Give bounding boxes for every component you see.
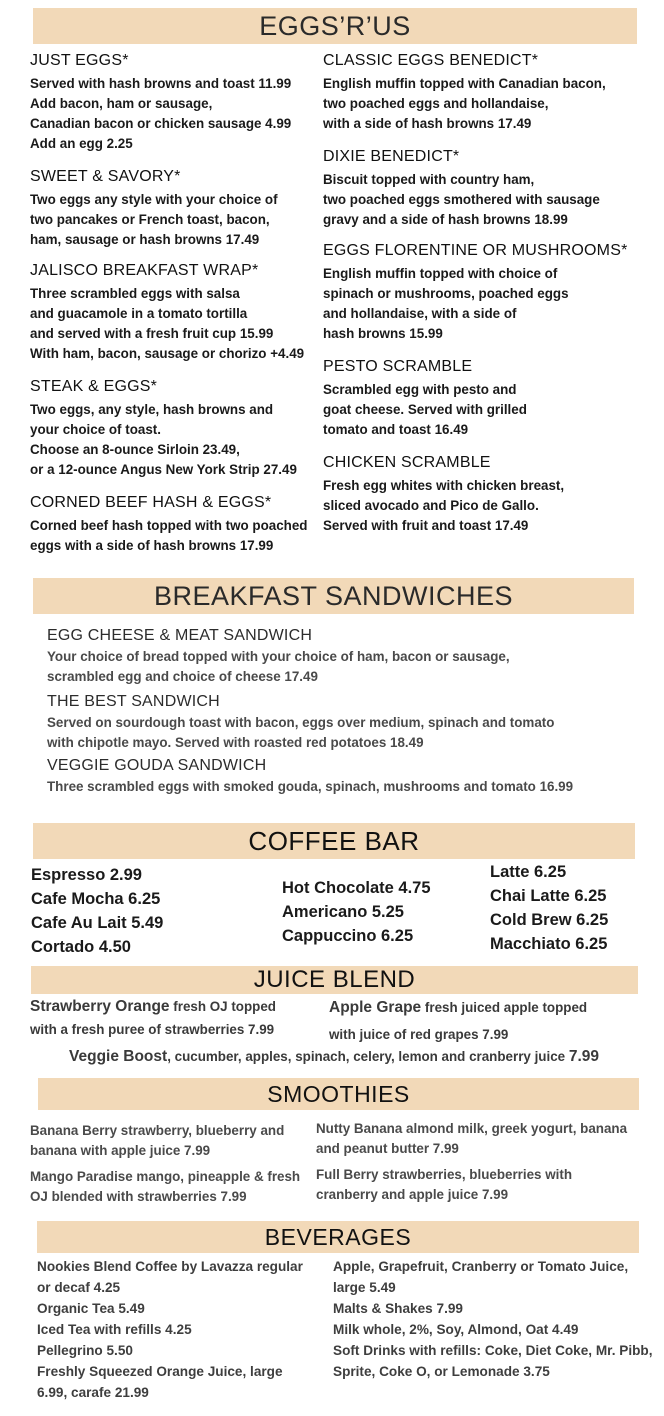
menu-item-description [47, 647, 647, 687]
menu-item-description [47, 777, 647, 797]
smoothie-line: OJ blended with strawberries 7.99 [30, 1189, 247, 1204]
menu-item-line: Canadian bacon or chicken sausage 4.99 [30, 116, 292, 131]
menu-line: Freshly Squeezed Orange Juice, large [37, 1364, 283, 1379]
smoothie-item [30, 1121, 300, 1161]
menu-line: or decaf 4.25 [37, 1280, 121, 1295]
menu-item [323, 454, 643, 536]
smoothie-line: Nutty Banana almond milk, greek yogurt, banana [316, 1121, 628, 1136]
menu-item-description [323, 264, 643, 344]
menu-line: Cold Brew 6.25 [490, 911, 609, 929]
menu-item-line: two pancakes or French toast, bacon, [30, 212, 270, 227]
menu-line: Iced Tea with refills 4.25 [37, 1322, 192, 1337]
menu-line: Espresso 2.99 [31, 866, 142, 884]
menu-line: large 5.49 [333, 1280, 396, 1295]
menu-item-title: SWEET & SAVORY* [30, 168, 181, 185]
menu-item [323, 358, 643, 440]
menu-item-line: and guacamole in a tomato tortilla [30, 306, 248, 321]
menu-item [30, 494, 320, 556]
menu-item-line: goat cheese. Served with grilled [323, 402, 527, 417]
eggs-left-column [30, 52, 320, 556]
menu-item-line: and hollandaise, with a side of [323, 306, 517, 321]
menu-item-line: Three scrambled eggs with salsa [30, 286, 240, 301]
menu-item-line: your choice of toast. [30, 422, 161, 437]
juice-strawberry-orange [30, 996, 276, 1018]
menu-item-title: EGG CHEESE & MEAT SANDWICH [47, 627, 313, 644]
menu-item [323, 148, 643, 230]
menu-item [30, 168, 320, 250]
menu-item-title: THE BEST SANDWICH [47, 693, 220, 710]
menu-item-line: Scrambled egg with pesto and [323, 382, 517, 397]
smoothie-line: cranberry and apple juice 7.99 [316, 1187, 509, 1202]
menu-line: Cortado 4.50 [31, 938, 131, 956]
menu-item-line: with chipotle mayo. Served with roasted red potatoes 18.49 [47, 735, 424, 750]
coffee-column-1 [31, 863, 163, 959]
menu-item-line: scrambled egg and choice of cheese 17.49 [47, 669, 318, 684]
smoothie-line: Mango Paradise mango, pineapple & fresh [30, 1169, 301, 1184]
menu-item-line: sliced avocado and Pico de Gallo. [323, 498, 539, 513]
juice-apple-desc: fresh juiced apple topped [421, 1000, 588, 1015]
menu-item-line: Served with fruit and toast 17.49 [323, 518, 529, 533]
menu-line: Cappuccino 6.25 [282, 927, 414, 945]
menu-item-line: gravy and a side of hash browns 18.99 [323, 212, 568, 227]
beverages-left-column [37, 1256, 303, 1403]
coffee-column-2 [282, 876, 431, 948]
smoothies-left-column [30, 1121, 300, 1213]
menu-item-title: CLASSIC EGGS BENEDICT* [323, 52, 539, 69]
menu-item-title: VEGGIE GOUDA SANDWICH [47, 757, 267, 774]
menu-item-line: Your choice of bread topped with your choice of ham, bacon or sausage, [47, 649, 510, 664]
menu-line: Pellegrino 5.50 [37, 1343, 133, 1358]
menu-item [47, 693, 647, 753]
menu-item-description [30, 516, 320, 556]
menu-item-description [323, 170, 643, 230]
smoothie-line: and peanut butter 7.99 [316, 1141, 459, 1156]
menu-item-line: Two eggs any style with your choice of [30, 192, 278, 207]
menu-item [47, 627, 647, 687]
menu-line: Soft Drinks with refills: Coke, Diet Coke, Mr. Pibb, [333, 1343, 653, 1358]
menu-item-line: Corned beef hash topped with two poached [30, 518, 308, 533]
menu-item-line: With ham, bacon, sausage or chorizo +4.49 [30, 346, 305, 361]
menu-line: Latte 6.25 [490, 863, 567, 881]
menu-item-description [323, 476, 643, 536]
juice-veggie-price: 7.99 [568, 1048, 599, 1065]
menu-item-line: two poached eggs and hollandaise, [323, 96, 549, 111]
menu-item [323, 242, 643, 344]
juice-strawberry-name: Strawberry Orange [30, 998, 170, 1015]
menu-item-line: Served on sourdough toast with bacon, eggs over medium, spinach and tomato [47, 715, 555, 730]
menu-item-description [30, 74, 320, 154]
menu-item-line: Served with hash browns and toast 11.99 [30, 76, 292, 91]
menu-item [30, 262, 320, 364]
coffee-section-heading: COFFEE BAR [33, 823, 635, 859]
menu-item-line: Two eggs, any style, hash browns and [30, 402, 274, 417]
beverages-right-column [333, 1256, 653, 1382]
menu-item-line: Three scrambled eggs with smoked gouda, spinach, mushrooms and tomato 16.99 [47, 779, 574, 794]
menu-item-description [323, 74, 643, 134]
menu-item-description [30, 400, 320, 480]
menu-item-line: two poached eggs smothered with sausage [323, 192, 600, 207]
menu-item-description [47, 713, 647, 753]
juice-section-heading: JUICE BLEND [31, 966, 638, 994]
smoothie-item [316, 1165, 627, 1205]
menu-line: Cafe Mocha 6.25 [31, 890, 161, 908]
juice-apple-desc-2: with juice of red grapes 7.99 [329, 1027, 509, 1042]
menu-item-line: tomato and toast 16.49 [323, 422, 469, 437]
menu-line: Sprite, Coke O, or Lemonade 3.75 [333, 1364, 550, 1379]
menu-item-line: Add bacon, ham or sausage, [30, 96, 213, 111]
menu-line: Apple, Grapefruit, Cranberry or Tomato Juice, [333, 1259, 629, 1274]
smoothie-line: banana with apple juice 7.99 [30, 1143, 211, 1158]
menu-item-line: English muffin topped with Canadian bacon, [323, 76, 606, 91]
smoothie-line: Full Berry strawberries, blueberries with [316, 1167, 572, 1182]
menu-item-title: CHICKEN SCRAMBLE [323, 454, 491, 471]
menu-item-line: ham, sausage or hash browns 17.49 [30, 232, 260, 247]
eggs-section-heading: EGGS’R’US [33, 8, 637, 44]
eggs-right-column [323, 52, 643, 536]
sandwiches-section-heading: BREAKFAST SANDWICHES [33, 578, 634, 614]
menu-line: Organic Tea 5.49 [37, 1301, 145, 1316]
juice-strawberry-desc: fresh OJ topped [169, 999, 276, 1014]
juice-strawberry-desc-2: with a fresh puree of strawberries 7.99 [30, 1022, 275, 1037]
juice-veggie-name: Veggie Boost [69, 1048, 168, 1065]
menu-item-line: Choose an 8-ounce Sirloin 23.49, [30, 442, 240, 457]
menu-item-line: Fresh egg whites with chicken breast, [323, 478, 565, 493]
menu-item [323, 52, 643, 134]
menu-line: Cafe Au Lait 5.49 [31, 914, 164, 932]
menu-item-line: Biscuit topped with country ham, [323, 172, 535, 187]
smoothie-line: Banana Berry strawberry, blueberry and [30, 1123, 285, 1138]
menu-item-line: hash browns 15.99 [323, 326, 443, 341]
menu-item-line: and served with a fresh fruit cup 15.99 [30, 326, 274, 341]
menu-line: Nookies Blend Coffee by Lavazza regular [37, 1259, 303, 1274]
menu-item-title: EGGS FLORENTINE OR MUSHROOMS* [323, 242, 628, 259]
juice-veggie-boost [69, 1046, 599, 1068]
menu-item-title: JUST EGGS* [30, 52, 129, 69]
menu-line: Milk whole, 2%, Soy, Almond, Oat 4.49 [333, 1322, 579, 1337]
smoothie-item [30, 1167, 300, 1207]
smoothie-item [316, 1119, 627, 1159]
menu-item-title: JALISCO BREAKFAST WRAP* [30, 262, 259, 279]
menu-line: Macchiato 6.25 [490, 935, 608, 953]
beverages-section-heading: BEVERAGES [37, 1221, 639, 1253]
smoothies-section-heading: SMOOTHIES [38, 1078, 639, 1110]
coffee-column-3 [490, 860, 608, 956]
menu-line: Chai Latte 6.25 [490, 887, 607, 905]
menu-item [30, 52, 320, 154]
juice-apple-grape [329, 997, 587, 1019]
menu-item [30, 378, 320, 480]
menu-item-line: spinach or mushrooms, poached eggs [323, 286, 569, 301]
menu-item-description [30, 284, 320, 364]
smoothies-right-column [316, 1119, 627, 1211]
menu-item-line: English muffin topped with choice of [323, 266, 558, 281]
menu-item-line: or a 12-ounce Angus New York Strip 27.49 [30, 462, 297, 477]
menu-line: Americano 5.25 [282, 903, 404, 921]
menu-item-title: CORNED BEEF HASH & EGGS* [30, 494, 272, 511]
menu-item [47, 757, 647, 797]
juice-veggie-desc: , cucumber, apples, spinach, celery, lemon and cranberry juice [167, 1049, 569, 1064]
menu-item-line: Add an egg 2.25 [30, 136, 133, 151]
menu-item-line: eggs with a side of hash browns 17.99 [30, 538, 274, 553]
sandwiches-list [47, 627, 647, 797]
menu-item-title: PESTO SCRAMBLE [323, 358, 473, 375]
menu-item-description [323, 380, 643, 440]
menu-line: Hot Chocolate 4.75 [282, 879, 431, 897]
menu-line: Malts & Shakes 7.99 [333, 1301, 463, 1316]
menu-line: 6.99, carafe 21.99 [37, 1385, 149, 1400]
menu-item-description [30, 190, 320, 250]
menu-item-line: with a side of hash browns 17.49 [323, 116, 532, 131]
menu-item-title: DIXIE BENEDICT* [323, 148, 460, 165]
menu-item-title: STEAK & EGGS* [30, 378, 158, 395]
juice-apple-name: Apple Grape [329, 999, 422, 1016]
